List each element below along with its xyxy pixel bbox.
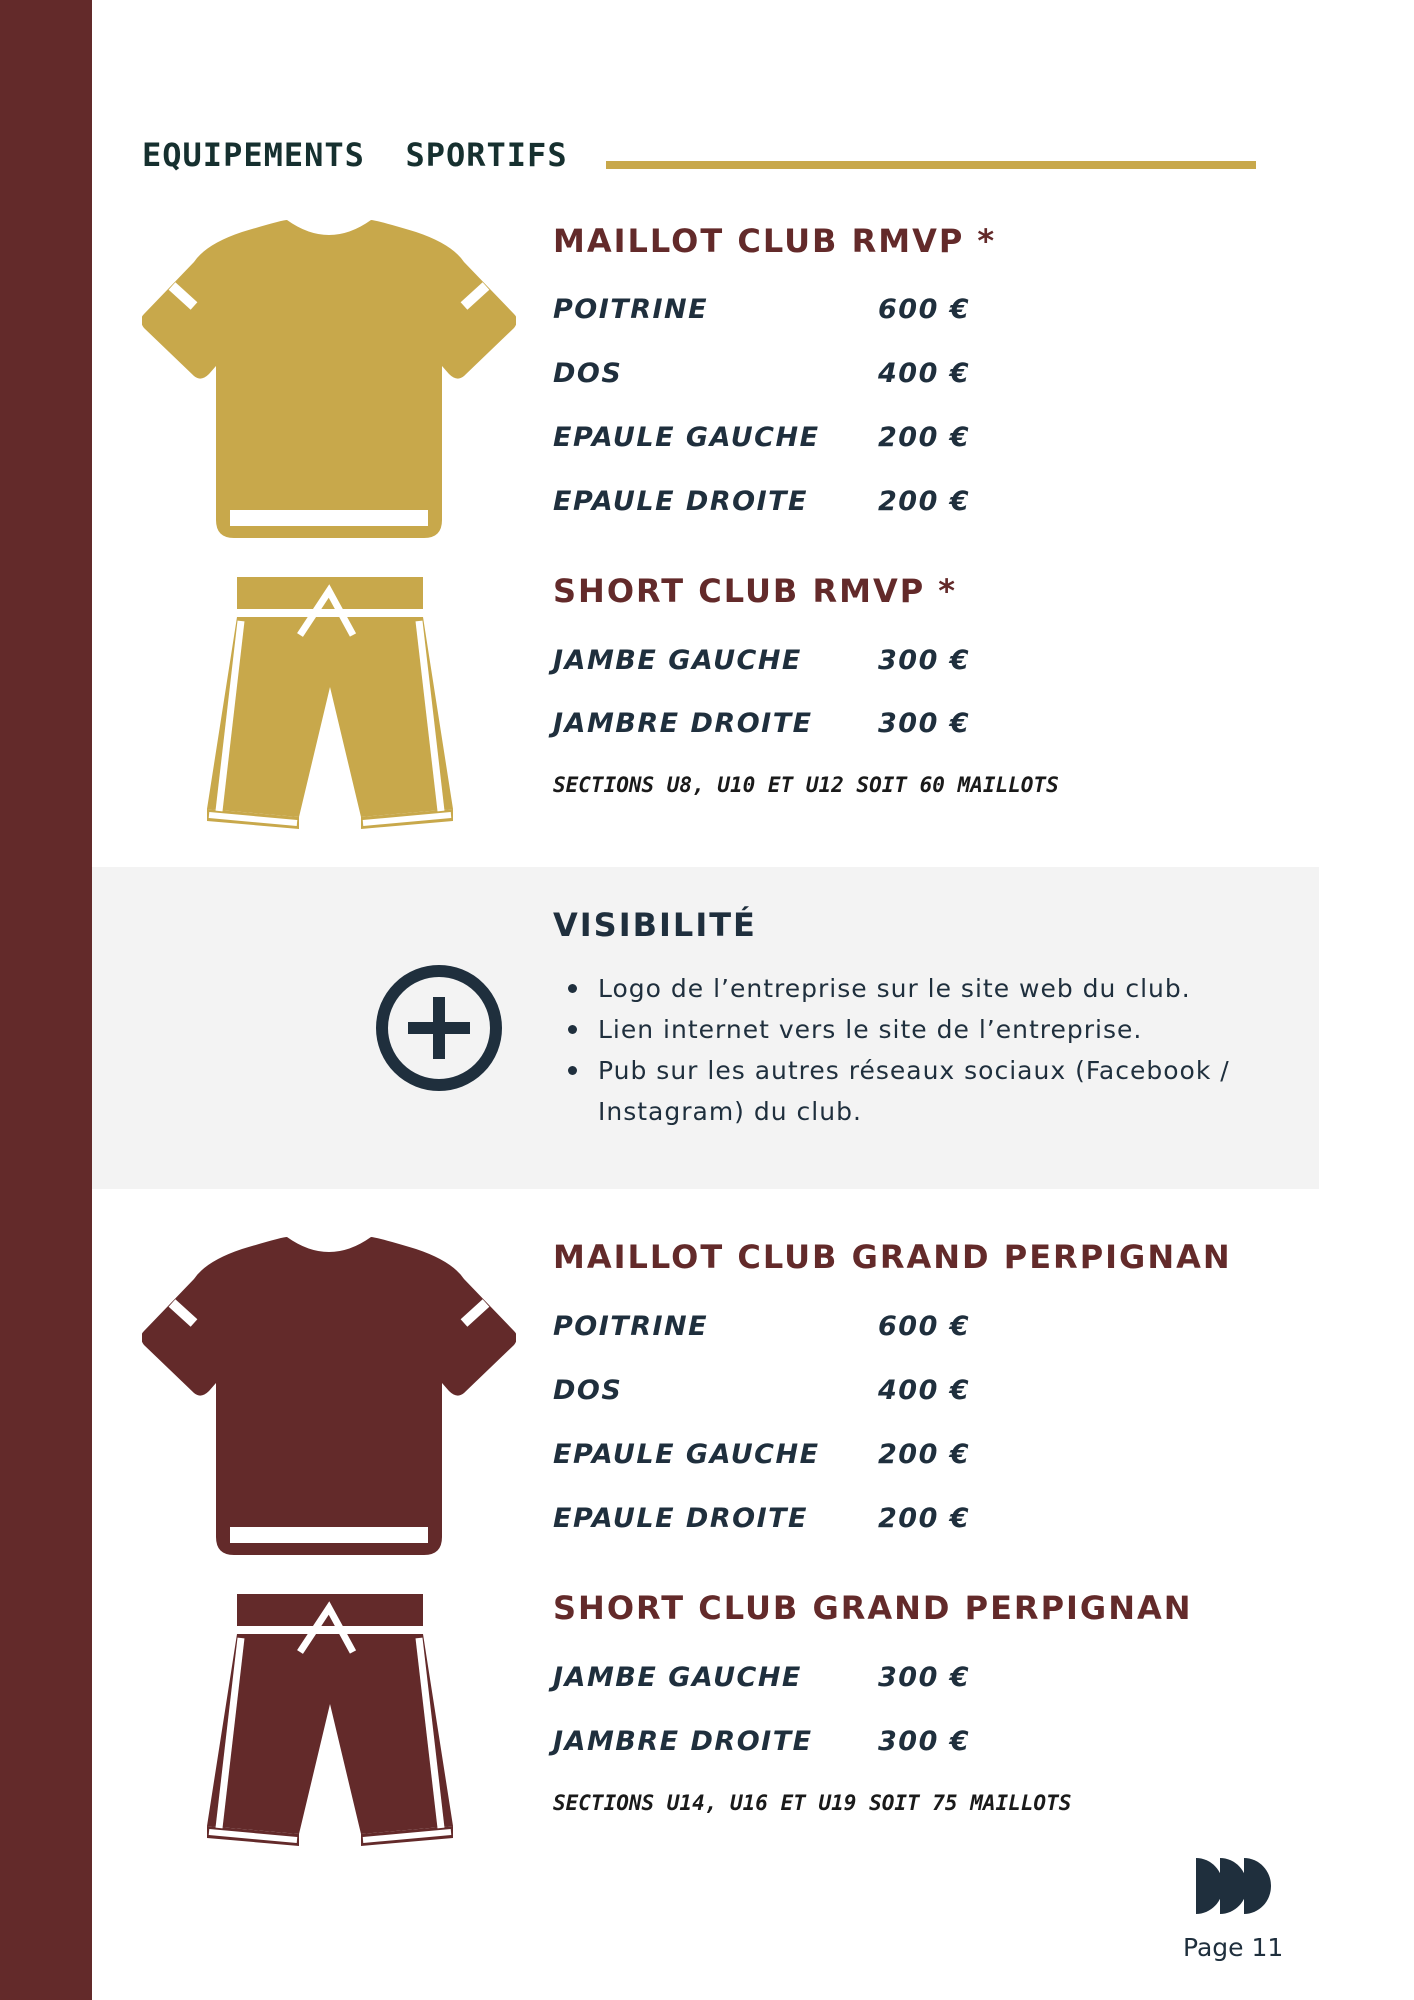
page-title: EQUIPEMENTS SPORTIFS — [142, 136, 568, 174]
price-label: JAMBRE DROITE — [553, 1726, 813, 1757]
gp-shorts-heading: SHORT CLUB GRAND PERPIGNAN — [553, 1589, 1193, 1627]
price-value: 300 € — [878, 645, 971, 676]
shorts-icon — [205, 577, 455, 833]
price-label: POITRINE — [553, 1311, 709, 1342]
title-underline — [606, 161, 1256, 169]
price-label: JAMBE GAUCHE — [553, 645, 802, 676]
list-item: Lien internet vers le site de l’entreprise. — [598, 1009, 1338, 1050]
price-label: EPAULE DROITE — [553, 1503, 808, 1534]
rmvp-sections-note: SECTIONS U8, U10 ET U12 SOIT 60 MAILLOTS — [553, 773, 1059, 797]
jersey-icon — [142, 220, 516, 542]
triple-arrow-icon — [1194, 1858, 1274, 1914]
price-value: 600 € — [878, 1311, 971, 1342]
shorts-icon — [205, 1594, 455, 1850]
price-label: EPAULE DROITE — [553, 486, 808, 517]
price-label: JAMBRE DROITE — [553, 708, 813, 739]
rmvp-jersey-heading: MAILLOT CLUB RMVP * — [553, 222, 997, 260]
jersey-icon — [142, 1237, 516, 1559]
price-label: DOS — [553, 1375, 623, 1406]
price-value: 600 € — [878, 294, 971, 325]
rmvp-shorts-heading: SHORT CLUB RMVP * — [553, 572, 958, 610]
price-label: JAMBE GAUCHE — [553, 1662, 802, 1693]
list-item: Pub sur les autres réseaux sociaux (Facebook / Instagram) du club. — [598, 1050, 1338, 1132]
price-value: 200 € — [878, 422, 971, 453]
visibility-list — [553, 968, 1338, 1132]
plus-circle-icon — [374, 963, 504, 1093]
gp-jersey-heading: MAILLOT CLUB GRAND PERPIGNAN — [553, 1238, 1232, 1276]
visibility-heading: VISIBILITÉ — [553, 906, 757, 944]
list-item: Logo de l’entreprise sur le site web du club. — [598, 968, 1338, 1009]
gp-sections-note: SECTIONS U14, U16 ET U19 SOIT 75 MAILLOTS — [553, 1791, 1072, 1815]
price-value: 200 € — [878, 486, 971, 517]
price-value: 300 € — [878, 1726, 971, 1757]
price-label: EPAULE GAUCHE — [553, 422, 820, 453]
price-value: 300 € — [878, 1662, 971, 1693]
price-value: 300 € — [878, 708, 971, 739]
price-value: 400 € — [878, 358, 971, 389]
price-value: 200 € — [878, 1439, 971, 1470]
left-color-bar — [0, 0, 92, 2000]
price-value: 200 € — [878, 1503, 971, 1534]
page-number: Page 11 — [1183, 1933, 1284, 1962]
price-label: POITRINE — [553, 294, 709, 325]
price-label: DOS — [553, 358, 623, 389]
price-value: 400 € — [878, 1375, 971, 1406]
price-label: EPAULE GAUCHE — [553, 1439, 820, 1470]
